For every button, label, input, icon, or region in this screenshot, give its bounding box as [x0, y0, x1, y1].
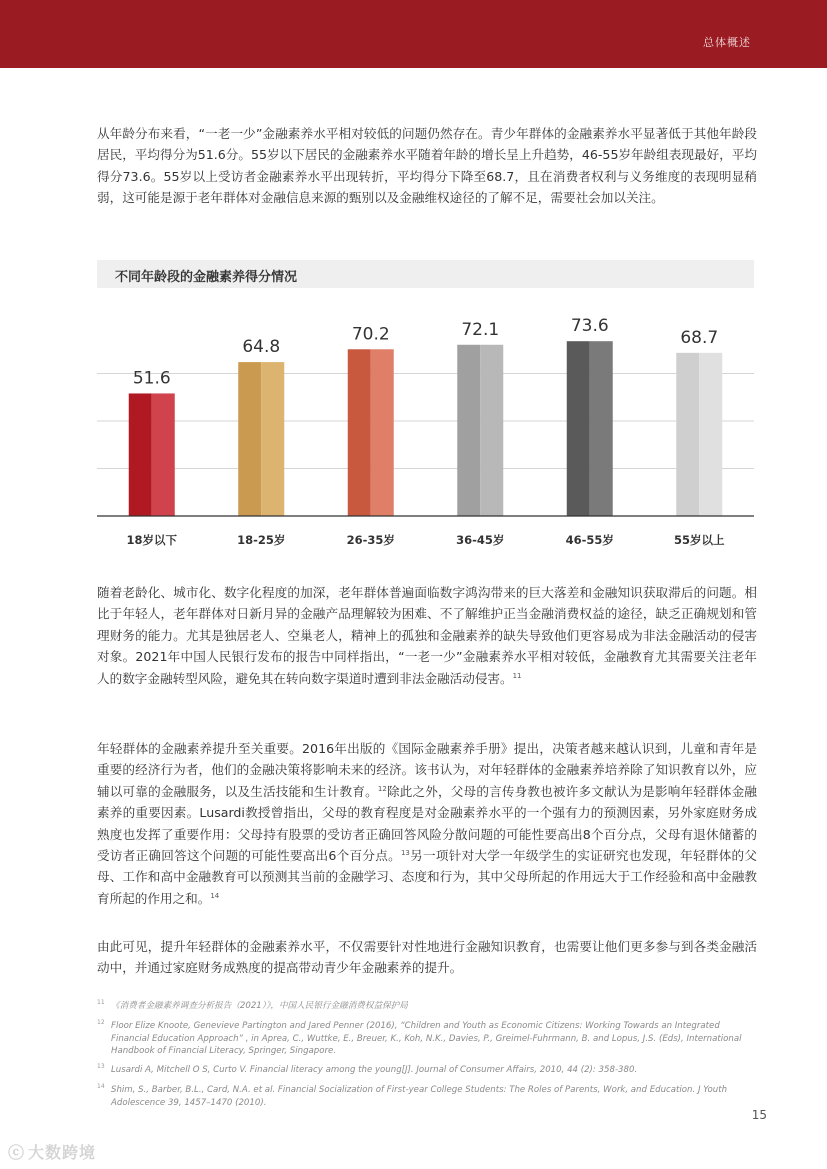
x-tick-label: 36-45岁 — [456, 533, 505, 547]
watermark-text: 大数跨境 — [28, 1143, 97, 1162]
paragraph-elderly — [97, 582, 757, 689]
paragraph-youth-text-2: 除此之外，父母的言传身教也被许多文献认为是影响年轻群体金融素养的重要因素。Lusardi教授曾指出，父母的教育程度是对金融素养水平的一个强有力的预测因素，另外家庭财务成熟度也发挥了重要作用：父母持有股票的受访者正确回答风险分散问题的可能性要高出8个百分点，父母有退休储蓄的受访者正确回答这个问题的可能性要高出6个百分点。 — [97, 783, 758, 864]
bar-1-shade — [152, 393, 175, 516]
chart-title: 不同年龄段的金融素养得分情况 — [115, 270, 298, 285]
x-tick-label: 18-25岁 — [237, 533, 286, 547]
footnote-item — [97, 1000, 757, 1013]
footnote-item — [97, 1084, 757, 1109]
data-label: 51.6 — [132, 368, 171, 389]
footnote-item — [97, 1064, 757, 1077]
footnote-text: 《消费者金融素养调查分析报告（2021）》，中国人民银行金融消费权益保护局 — [111, 1001, 408, 1011]
paragraph-age-distribution: 从年龄分布来看，“一老一少”金融素养水平相对较低的问题仍然存在。青少年群体的金融素养水平显著低于其他年龄段居民，平均得分为51.6分。55岁以下居民的金融素养水平随着年龄的增长呈上升趋势，46-55岁年龄组表现最好，平均得分73.6。55岁以上受访者金融素养水平出现转折，平均得分下降至68.7，且在消费者权利与义务维度的表现明显稍弱，这可能是源于老年群体对金融信息来源的甄别以及金融维权途径的了解不足，需要社会加以关注。 — [97, 126, 757, 206]
paragraph-conclusion: 由此可见，提升年轻群体的金融素养水平，不仅需要针对性地进行金融知识教育，也需要让他们更多参与到各类金融活动中，并通过家庭财务成熟度的提高带动青少年金融素养的提升。 — [97, 939, 757, 976]
bar-5-shade — [590, 341, 613, 516]
bar-2-shade — [261, 362, 284, 516]
bar-3-shade — [371, 349, 394, 516]
data-label: 68.7 — [680, 327, 719, 348]
bar-6-shade — [699, 353, 722, 516]
bar-5 — [567, 341, 590, 516]
footnote-text: Lusardi A, Mitchell O S, Curto V. Financial literacy among the young[J]. Journal of Consumer Affairs, 2010, 44 (2): 358-380. — [111, 1065, 638, 1075]
bar-3 — [348, 349, 371, 516]
x-tick-label: 26-35岁 — [346, 533, 395, 547]
paragraph-youth — [97, 738, 757, 909]
footnote-ref: 11 — [512, 671, 522, 680]
footnote-number: 12 — [97, 1019, 105, 1026]
x-tick-label: 46-55岁 — [565, 533, 614, 547]
page-number: 15 — [751, 1108, 767, 1122]
x-tick-label: 55岁以上 — [673, 533, 725, 547]
data-label: 70.2 — [351, 324, 390, 345]
paragraph-youth-text-1: 年轻群体的金融素养提升至关重要。2016年出版的《国际金融素养手册》提出，决策者越来越认识到，儿童和青年是重要的经济行为者，他们的金融决策将影响未来的经济。该书认为，对年轻群体的金融素养培养除了知识教育以外，应辅以可靠的金融服务，以及生活技能和生计教育。 — [97, 741, 757, 799]
data-label: 73.6 — [570, 316, 609, 337]
footnote-ref: 13 — [400, 848, 410, 857]
bar-4-shade — [480, 345, 503, 516]
bar-1 — [129, 393, 152, 516]
footnote-text: Floor Elize Knoote, Genevieve Partington and Jared Penner (2016), “Children and Youth as Economic Citizens: Working Towards an Integrated Financial Education Approach” , in Aprea, C., Wuttke, E., Breuer, K., Koh, N.K., Davies, P., Greimel-Fuhrmann, B. and Lopus, J.S. (Eds), International Handbook of Financial Literacy, Springer, Singapore. — [111, 1021, 742, 1056]
paragraph-youth-text-3: 另一项针对大学一年级学生的实证研究也发现，年轻群体的父母、工作和高中金融教育可以预测其当前的金融学习、态度和行为，其中父母所起的作用远大于工作经验和高中金融教育所起的作用之和。 — [97, 848, 758, 906]
watermark — [8, 1140, 96, 1163]
data-label: 72.1 — [461, 319, 500, 340]
footnote-number: 14 — [97, 1083, 105, 1090]
data-label: 64.8 — [242, 337, 281, 358]
header-bar — [0, 0, 827, 68]
paragraph-elderly-text: 随着老龄化、城市化、数字化程度的加深，老年群体普遍面临数字鸿沟带来的巨大落差和金融知识获取滞后的问题。相比于年轻人，老年群体对日新月异的金融产品理解较为困难、不了解维护正当金融消费权益的途径，缺乏正确规划和管理财务的能力。尤其是独居老人、空巢老人，精神上的孤独和金融素养的缺失导致他们更容易成为非法金融活动的侵害对象。2021年中国人民银行发布的报告中同样指出，“一老一少”金融素养水平相对较低，金融教育尤其需要关注老年人的数字金融转型风险，避免其在转向数字渠道时遭到非法金融活动侵害。 — [97, 585, 757, 686]
footnote-number: 13 — [97, 1063, 105, 1070]
footnote-text: Shim, S., Barber, B.L., Card, N.A. et al. Financial Socialization of First-year College Students: The Roles of Parents, Work, and Education. J Youth Adolescence 39, 1457–1470 (2010). — [111, 1085, 728, 1108]
bar-6 — [676, 353, 699, 516]
x-tick-label: 18岁以下 — [126, 533, 178, 547]
chart-title-bar — [97, 260, 754, 288]
footnote-ref: 12 — [377, 784, 387, 793]
watermark-logo-icon: ⓒ — [8, 1143, 26, 1162]
age-score-bar-chart — [97, 300, 754, 555]
footnote-item — [97, 1020, 757, 1058]
footnote-ref: 14 — [210, 891, 220, 900]
footnote-number: 11 — [97, 999, 105, 1006]
bar-4 — [457, 345, 480, 516]
bar-2 — [238, 362, 261, 516]
section-label: 总体概述 — [703, 36, 751, 49]
